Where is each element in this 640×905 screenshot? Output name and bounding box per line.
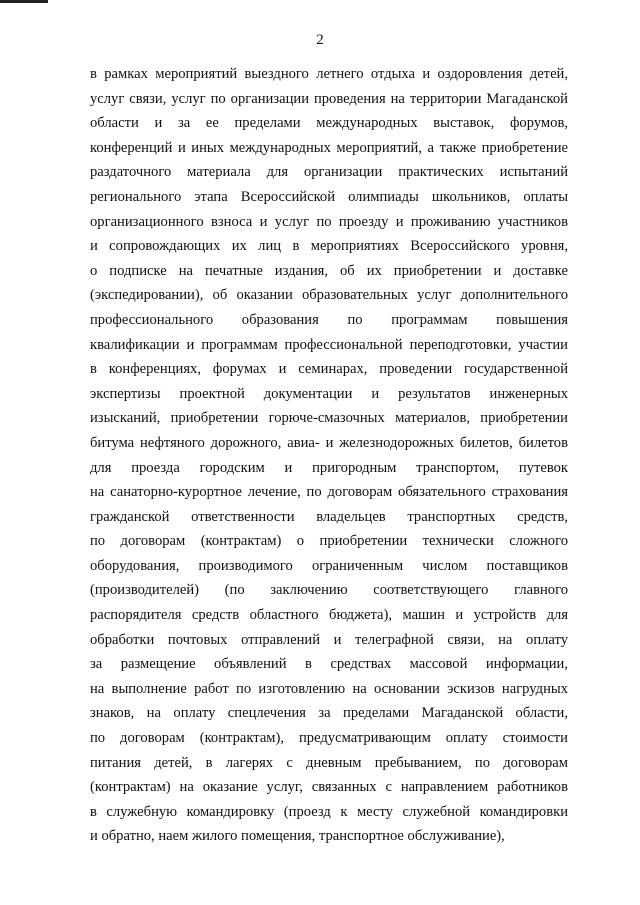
text-line: оборудования, производимого ограниченным числом поставщиков <box>90 557 568 574</box>
text-line: в служебную командировку (проезд к месту служебной командировки <box>90 803 568 820</box>
text-line: о подписке на печатные издания, об их приобретении и доставке <box>90 262 568 279</box>
text-line: регионального этапа Всероссийской олимпиады школьников, оплаты <box>90 188 568 205</box>
page-number: 2 <box>316 32 324 48</box>
text-line: распорядителя средств областного бюджета), машин и устройств для <box>90 607 568 624</box>
text-line: изысканий, приобретении горюче-смазочных материалов, приобретении <box>90 410 568 427</box>
text-line: по договорам (контрактам) о приобретении технически сложного <box>90 533 568 550</box>
text-line: и обратно, наем жилого помещения, транспортное обслуживание), <box>90 828 505 845</box>
text-line: на выполнение работ по изготовлению на основании эскизов нагрудных <box>90 680 568 697</box>
text-line: профессионального образования по программам повышения <box>90 311 568 328</box>
text-line: питания детей, в лагерях с дневным пребыванием, по договорам <box>90 754 568 771</box>
text-line: раздаточного материала для организации практических испытаний <box>90 164 568 181</box>
text-line: и сопровождающих их лиц в мероприятиях Всероссийского уровня, <box>90 238 568 255</box>
text-line: (контрактам) на оказание услуг, связанных с направлением работников <box>90 779 568 796</box>
text-line: (экспедировании), об оказании образовательных услуг дополнительного <box>90 287 568 304</box>
text-line: конференций и иных международных мероприятий, а также приобретение <box>90 139 568 156</box>
text-line: квалификации и программам профессиональной переподготовки, участии <box>90 336 568 353</box>
text-line: для проезда городским и пригородным транспортом, путевок <box>90 459 568 476</box>
text-line: по договорам (контрактам), предусматривающим оплату стоимости <box>90 730 568 747</box>
text-line: гражданской ответственности владельцев транспортных средств, <box>90 508 568 525</box>
text-line: в конференциях, форумах и семинарах, проведении государственной <box>90 361 568 378</box>
text-line: за размещение объявлений в средствах массовой информации, <box>90 656 568 673</box>
text-line: знаков, на оплату спецлечения за пределами Магаданской области, <box>90 705 568 722</box>
text-line: организационного взноса и услуг по проезду и проживанию участников <box>90 213 568 230</box>
body-text <box>90 62 568 849</box>
text-line: битума нефтяного дорожного, авиа- и железнодорожных билетов, билетов <box>90 434 568 451</box>
text-line: области и за ее пределами международных выставок, форумов, <box>90 115 568 132</box>
text-line: экспертизы проектной документации и результатов инженерных <box>90 385 568 402</box>
text-line: на санаторно-курортное лечение, по договорам обязательного страхования <box>90 484 568 501</box>
text-line: в рамках мероприятий выездного летнего отдыха и оздоровления детей, <box>90 66 568 82</box>
text-line: услуг связи, услуг по организации проведения на территории Магаданской <box>90 90 568 107</box>
text-line: (производителей) (по заключению соответствующего главного <box>90 582 568 599</box>
scan-corner-mark <box>0 0 48 3</box>
text-line: обработки почтовых отправлений и телеграфной связи, на оплату <box>90 631 568 648</box>
